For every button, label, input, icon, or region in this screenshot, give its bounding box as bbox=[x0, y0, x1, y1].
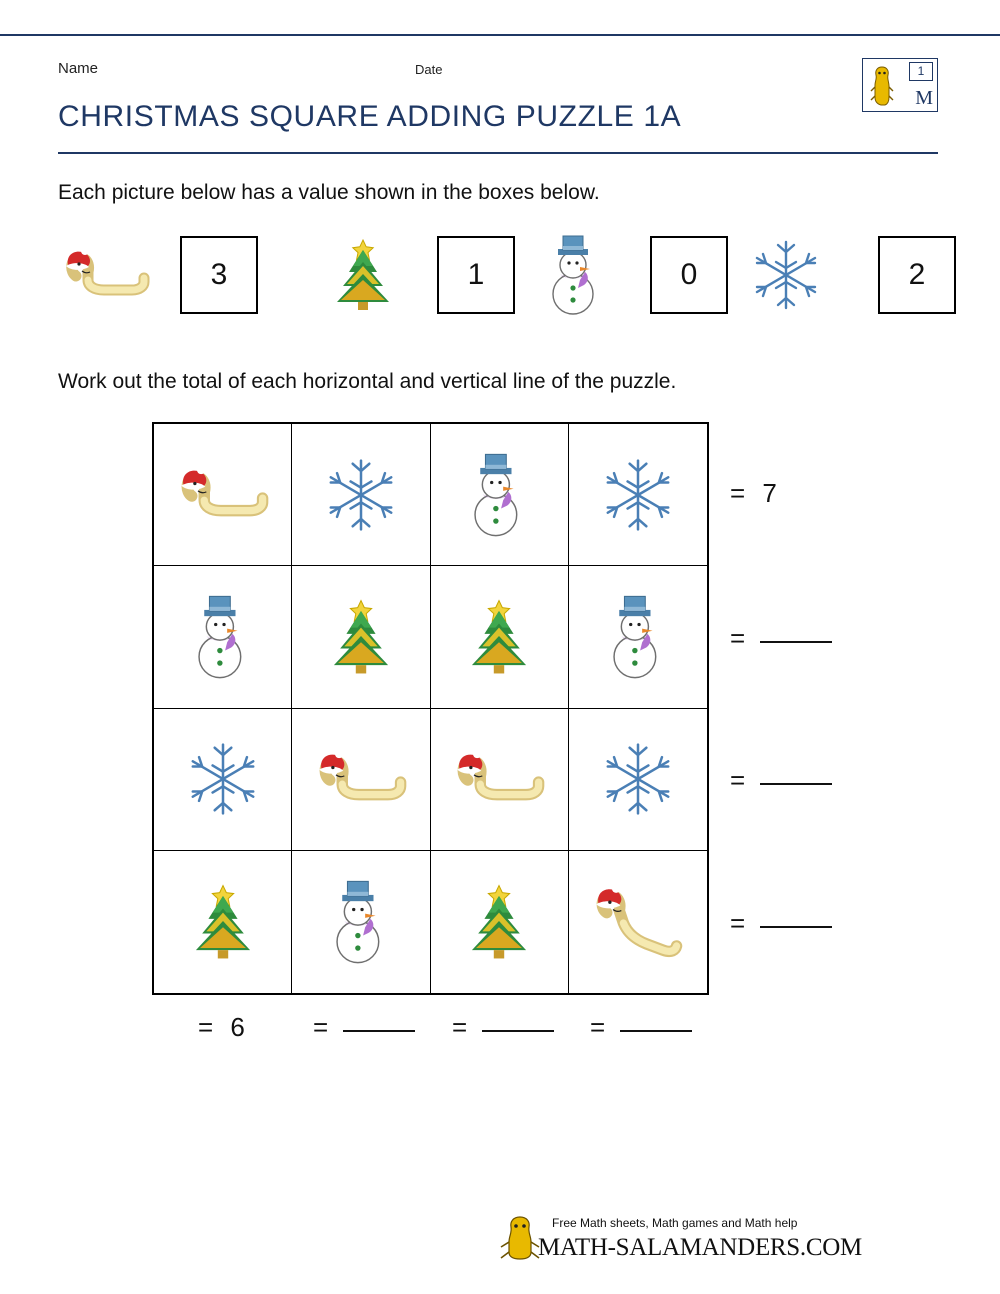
candy-cane-worm-icon bbox=[588, 872, 688, 972]
col-total-2-answer-blank[interactable] bbox=[343, 1029, 415, 1032]
footer bbox=[0, 1208, 1000, 1270]
salamander-icon bbox=[869, 65, 895, 107]
candy-cane-worm-icon bbox=[449, 729, 549, 829]
row-total-1-value: 7 bbox=[762, 478, 777, 508]
col-total-4[interactable] bbox=[590, 1012, 692, 1043]
grid-cell-r1c2 bbox=[292, 424, 430, 566]
header-fields bbox=[58, 60, 938, 82]
row-total-1 bbox=[730, 478, 777, 509]
candy-cane-worm-icon bbox=[173, 445, 273, 545]
value-key-row bbox=[58, 232, 938, 318]
col-total-1 bbox=[198, 1012, 245, 1043]
row-total-4-prefix: = bbox=[730, 908, 746, 938]
name-label: Name bbox=[58, 60, 99, 77]
key-item-1 bbox=[315, 232, 515, 318]
title-divider bbox=[58, 152, 938, 154]
col-total-1-prefix: = bbox=[198, 1012, 214, 1042]
key-value-box-1 bbox=[437, 236, 515, 314]
row-total-1-prefix: = bbox=[730, 478, 746, 508]
grid-cell-r3c2 bbox=[292, 709, 430, 851]
snowflake-icon bbox=[588, 445, 688, 545]
col-total-1-value: 6 bbox=[230, 1012, 245, 1042]
christmas-tree-icon bbox=[173, 872, 273, 972]
col-total-4-answer-blank[interactable] bbox=[620, 1029, 692, 1032]
instruction-line-2: Work out the total of each horizontal and vertical line of the puzzle. bbox=[58, 370, 677, 393]
key-value-2: 0 bbox=[680, 258, 698, 291]
grid-cell-r1c1 bbox=[154, 424, 292, 566]
candy-cane-worm-icon bbox=[58, 232, 154, 318]
snowflake-icon bbox=[173, 729, 273, 829]
grid-cell-r4c2 bbox=[292, 851, 430, 993]
puzzle-grid bbox=[152, 422, 709, 995]
key-item-0 bbox=[58, 232, 258, 318]
grid-cell-r1c3 bbox=[431, 424, 569, 566]
grid-cell-r2c2 bbox=[292, 566, 430, 708]
row-total-3-prefix: = bbox=[730, 765, 746, 795]
grid-cell-r3c1 bbox=[154, 709, 292, 851]
grid-cell-r2c1 bbox=[154, 566, 292, 708]
key-value-3: 2 bbox=[908, 258, 926, 291]
col-total-2-prefix: = bbox=[313, 1012, 329, 1042]
christmas-tree-icon bbox=[449, 872, 549, 972]
snowman-icon bbox=[173, 587, 273, 687]
row-total-2[interactable] bbox=[730, 623, 832, 654]
date-label: Date bbox=[415, 62, 443, 77]
logo-level-badge: 1 bbox=[909, 62, 933, 81]
christmas-tree-icon bbox=[449, 587, 549, 687]
footer-site-name[interactable]: MATH-SALAMANDERS.COM bbox=[538, 1234, 862, 1261]
candy-cane-worm-icon bbox=[311, 729, 411, 829]
row-total-4-answer-blank[interactable] bbox=[760, 925, 832, 928]
grid-cell-r1c4 bbox=[569, 424, 707, 566]
snowman-icon bbox=[311, 872, 411, 972]
footer-tagline: Free Math sheets, Math games and Math help bbox=[552, 1216, 798, 1230]
christmas-tree-icon bbox=[311, 587, 411, 687]
key-value-0: 3 bbox=[210, 258, 228, 291]
row-total-3[interactable] bbox=[730, 765, 832, 796]
key-value-box-2 bbox=[650, 236, 728, 314]
page-title: CHRISTMAS SQUARE ADDING PUZZLE 1A bbox=[58, 100, 682, 133]
math-salamanders-logo bbox=[862, 58, 938, 112]
grid-cell-r4c4 bbox=[569, 851, 707, 993]
grid-cell-r2c4 bbox=[569, 566, 707, 708]
snowman-icon bbox=[588, 587, 688, 687]
key-item-3 bbox=[738, 232, 938, 318]
row-total-4[interactable] bbox=[730, 908, 832, 939]
grid-cell-r4c1 bbox=[154, 851, 292, 993]
instruction-line-1: Each picture below has a value shown in the boxes below. bbox=[58, 181, 600, 204]
row-total-2-answer-blank[interactable] bbox=[760, 640, 832, 643]
key-value-box-3 bbox=[878, 236, 956, 314]
snowflake-icon bbox=[738, 232, 834, 318]
christmas-tree-icon bbox=[315, 232, 411, 318]
snowman-icon bbox=[528, 232, 624, 318]
row-total-3-answer-blank[interactable] bbox=[760, 782, 832, 785]
key-value-1: 1 bbox=[467, 258, 485, 291]
grid-cell-r4c3 bbox=[431, 851, 569, 993]
col-total-4-prefix: = bbox=[590, 1012, 606, 1042]
grid-cell-r3c4 bbox=[569, 709, 707, 851]
key-value-box-0 bbox=[180, 236, 258, 314]
logo-mark: M bbox=[915, 87, 933, 109]
col-total-3[interactable] bbox=[452, 1012, 554, 1043]
row-total-2-prefix: = bbox=[730, 623, 746, 653]
col-total-2[interactable] bbox=[313, 1012, 415, 1043]
snowflake-icon bbox=[588, 729, 688, 829]
grid-cell-r3c3 bbox=[431, 709, 569, 851]
col-total-3-prefix: = bbox=[452, 1012, 468, 1042]
top-divider bbox=[0, 34, 1000, 36]
snowman-icon bbox=[449, 445, 549, 545]
col-total-3-answer-blank[interactable] bbox=[482, 1029, 554, 1032]
snowflake-icon bbox=[311, 445, 411, 545]
grid-cell-r2c3 bbox=[431, 566, 569, 708]
key-item-2 bbox=[528, 232, 728, 318]
